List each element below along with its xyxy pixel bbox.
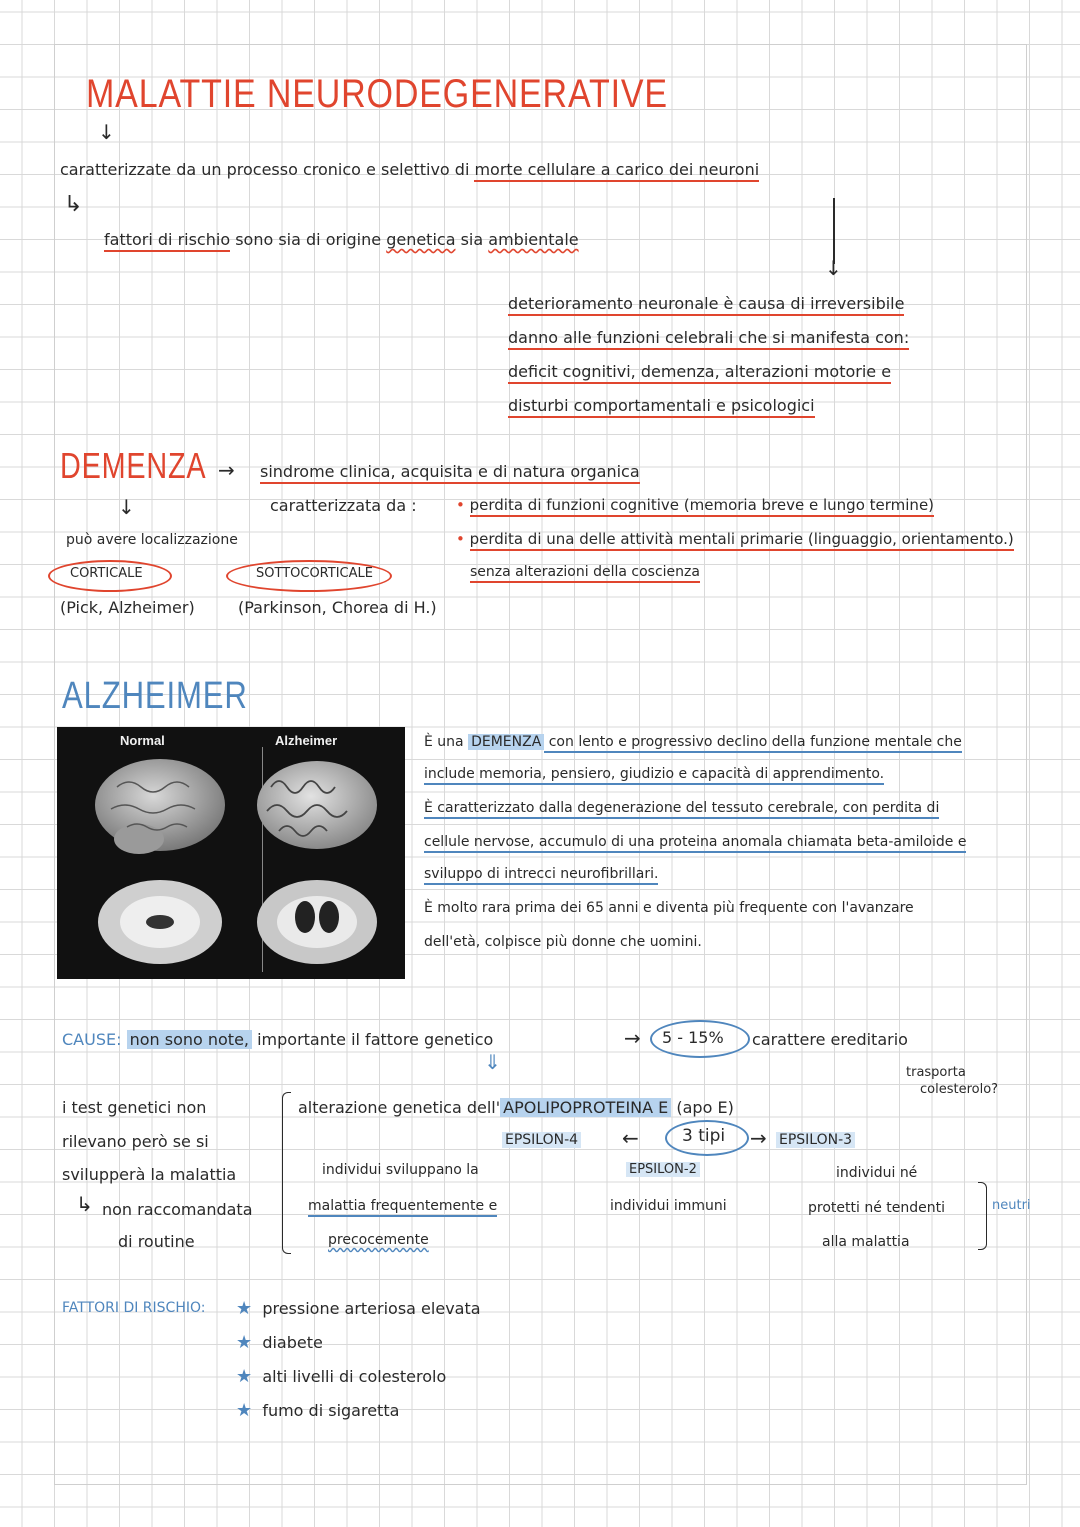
test-note: rilevano però se si	[62, 1132, 209, 1151]
epsilon4-desc: precocemente	[328, 1232, 429, 1248]
dementia-note: senza alterazioni della coscienza	[470, 564, 700, 583]
consequence-line: deficit cognitivi, demenza, alterazioni motorie e	[508, 362, 891, 384]
important-text: importante il fattore genetico	[252, 1030, 494, 1049]
neutral-label: neutri	[992, 1198, 1031, 1213]
dementia-desc: sindrome clinica, acquisita e di natura organica	[260, 462, 640, 484]
risk-factors-line	[104, 230, 579, 249]
alzheimer-para1	[424, 734, 962, 750]
brain-illustration	[57, 727, 405, 979]
risk-factor-item	[236, 1366, 446, 1387]
left-arrow-icon: ←	[622, 1126, 639, 1150]
subcortical-examples: (Parkinson, Chorea di H.)	[238, 598, 437, 617]
risk-factor-text: pressione arteriosa elevata	[262, 1299, 481, 1318]
test-note: svilupperà la malattia	[62, 1165, 237, 1184]
down-arrow-icon: ↓	[825, 256, 842, 280]
right-arrow-icon: →	[624, 1026, 641, 1050]
risk-factors-underlined: fattori di rischio	[104, 230, 230, 252]
cortical-examples: (Pick, Alzheimer)	[60, 598, 195, 617]
intro-definition	[60, 160, 759, 179]
right-bracket	[978, 1182, 987, 1250]
risk-factors-text: sono sia di origine	[230, 230, 387, 249]
right-arrow-icon: →	[218, 458, 235, 482]
epsilon3-desc: individui né	[836, 1165, 918, 1181]
alzheimer-para2-line1: È caratterizzato dalla degenerazione del tessuto cerebrale, con perdita di	[424, 800, 939, 819]
epsilon4-desc: malattia frequentemente e	[308, 1198, 497, 1217]
genetic-word: genetica	[386, 230, 456, 249]
alzheimer-para3-line1: È molto rara prima dei 65 anni e diventa più frequente con l'avanzare	[424, 900, 914, 916]
normal-label: Normal	[120, 733, 165, 748]
bullet-text: perdita di una delle attività mentali primarie (linguaggio, orientamento.)	[470, 530, 1014, 551]
alzheimer-para2-line3: sviluppo di intrecci neurofibrillari.	[424, 866, 658, 885]
epsilon4-label: EPSILON-4	[502, 1132, 581, 1148]
page-title: MALATTIE NEURODEGENERATIVE	[86, 72, 668, 116]
not-known-highlight: non sono note,	[127, 1030, 252, 1049]
cortical-label: CORTICALE	[70, 566, 143, 581]
subcortical-label: SOTTOCORTICALE	[256, 566, 373, 581]
definition-text: caratterizzate da un processo cronico e selettivo di	[60, 160, 475, 179]
apoe-highlight: APOLIPOPROTEINA E	[500, 1098, 671, 1117]
para-text: con lento e progressivo declino della funzione mentale che	[544, 734, 962, 753]
dementia-heading: DEMENZA	[60, 445, 207, 486]
risk-factor-text: diabete	[262, 1333, 323, 1352]
localization-label: può avere localizzazione	[66, 532, 238, 548]
risk-factors-label: FATTORI DI RISCHIO:	[62, 1300, 206, 1316]
apoe-line	[298, 1098, 734, 1117]
alzheimer-label: Alzheimer	[275, 733, 338, 748]
star-icon: ★	[236, 1366, 253, 1387]
vertical-arrow-line	[833, 198, 835, 264]
risk-factor-text: fumo di sigaretta	[262, 1401, 400, 1420]
definition-underlined: morte cellulare a carico dei neuroni	[474, 160, 759, 182]
dementia-bullet: • perdita di una delle attività mentali primarie (linguaggio, orientamento.)	[456, 530, 1014, 548]
double-arrow-icon: ⇓	[484, 1050, 501, 1074]
risk-factor-item	[236, 1298, 481, 1319]
epsilon4-desc: individui sviluppano la	[322, 1162, 479, 1178]
causes-line	[62, 1030, 493, 1049]
environmental-word: ambientale	[488, 230, 579, 249]
transports-line2: colesterolo?	[920, 1082, 999, 1097]
corner-arrow-icon: ↳	[64, 192, 83, 217]
alzheimer-para2-line2: cellule nervose, accumulo di una proteina anomala chiamata beta-amiloide e	[424, 834, 966, 853]
hereditary-label: carattere ereditario	[752, 1030, 908, 1049]
epsilon3-label: EPSILON-3	[776, 1132, 855, 1148]
epsilon3-desc: alla malattia	[822, 1234, 910, 1250]
apoe-abbr: (apo E)	[676, 1098, 734, 1117]
percent-value: 5 - 15%	[662, 1028, 724, 1047]
types-label: 3 tipi	[682, 1126, 726, 1146]
bullet-text: perdita di funzioni cognitive (memoria breve e lungo termine)	[470, 496, 934, 517]
risk-factor-item	[236, 1400, 399, 1421]
apoe-text: alterazione genetica dell'	[298, 1098, 501, 1117]
dementia-characterized: caratterizzata da :	[270, 496, 417, 515]
consequence-line: deterioramento neuronale è causa di irreversibile	[508, 294, 904, 316]
star-icon: ★	[236, 1298, 253, 1319]
causes-label: CAUSE:	[62, 1030, 122, 1049]
routine-note: di routine	[118, 1232, 195, 1251]
epsilon3-desc: protetti né tendenti	[808, 1200, 945, 1216]
star-icon: ★	[236, 1332, 253, 1353]
transports-line1: trasporta	[906, 1065, 966, 1080]
epsilon2-label: EPSILON-2	[626, 1162, 700, 1177]
test-note: i test genetici non	[62, 1098, 207, 1117]
routine-note: non raccomandata	[102, 1200, 253, 1219]
dementia-bullet: • perdita di funzioni cognitive (memoria breve e lungo termine)	[456, 496, 934, 514]
and-word: sia	[455, 230, 489, 249]
corner-arrow-icon: ↳	[76, 1192, 93, 1216]
epsilon2-desc: individui immuni	[610, 1198, 727, 1214]
risk-factor-text: alti livelli di colesterolo	[262, 1367, 447, 1386]
down-arrow-icon: ↓	[98, 120, 115, 144]
left-bracket	[282, 1092, 291, 1254]
consequence-line: disturbi comportamentali e psicologici	[508, 396, 815, 418]
brain-comparison-image	[57, 727, 405, 979]
risk-factor-item	[236, 1332, 323, 1353]
star-icon: ★	[236, 1400, 253, 1421]
consequence-line: danno alle funzioni celebrali che si manifesta con:	[508, 328, 909, 350]
alzheimer-heading: ALZHEIMER	[62, 675, 248, 717]
para-text: È una	[424, 734, 469, 750]
alzheimer-para1-line2: include memoria, pensiero, giudizio e capacità di apprendimento.	[424, 766, 884, 785]
alzheimer-para3-line2: dell'età, colpisce più donne che uomini.	[424, 934, 702, 950]
down-arrow-icon: ↓	[118, 495, 135, 519]
dementia-highlight: DEMENZA	[468, 734, 544, 750]
right-arrow-icon: →	[750, 1126, 767, 1150]
